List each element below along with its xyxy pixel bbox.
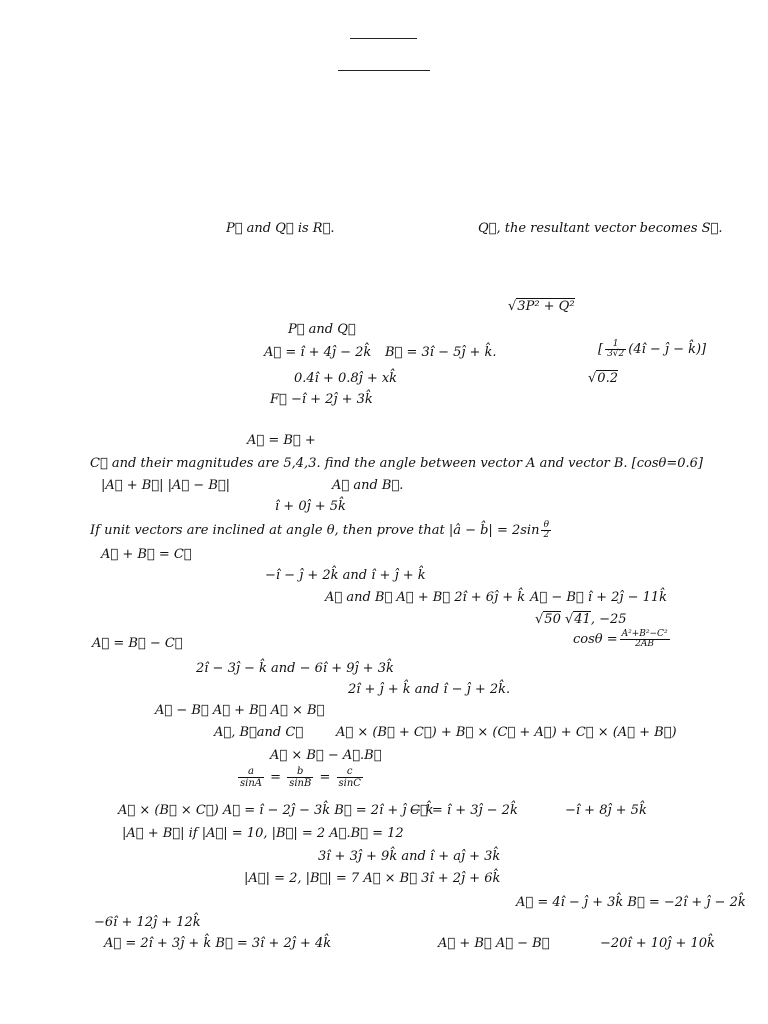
equals-sign: = [270,770,282,785]
text-line: B⃗ = 3î − 5ĵ + k̂. [385,345,497,360]
radicand: 3P² + Q² [517,299,575,314]
fraction [605,340,626,359]
radicand: 50 [544,612,561,627]
text-line: A⃗, B⃗and C⃗ [214,725,304,740]
fraction [620,630,670,649]
text-line: −î − ĵ + 2k̂ and î + ĵ + k̂ [265,568,426,583]
text-line: P⃗ and Q⃗ is R⃗. [226,221,335,236]
statement: If unit vectors are inclined at angle θ, then prove that |â − b̂| = 2sin [90,523,540,538]
text-line: −î + 8ĵ + 5k̂ [565,803,647,818]
text-line: A⃗ × (B⃗ × C⃗) A⃗ = î − 2ĵ − 3k̂ B⃗ = 2î + ĵ − k̂ [118,803,434,818]
text-line: A⃗ and B⃗. [332,478,404,493]
text-line: A⃗ = B⃗ − C⃗ [92,636,183,651]
radicand: 41 [574,612,591,627]
text-line: −20î + 10ĵ + 10k̂ [600,936,715,951]
text-line: A⃗ + B⃗ = C⃗ [101,547,192,562]
fraction [238,766,264,789]
text-line: A⃗ − B⃗ A⃗ + B⃗ A⃗ × B⃗ [155,703,325,718]
equals-sign: = [319,770,331,785]
denominator: 2AB [635,639,655,649]
text-line: |A⃗ + B⃗| if |A⃗| = 10, |B⃗| = 2 A⃗.B⃗ = 12 [122,826,404,841]
denominator: sinA [240,778,262,789]
numerator: a [238,766,264,778]
text-line: C⃗ and their magnitudes are 5,4,3. find the angle between vector A and vector B. [cosθ=0.6] [90,456,703,471]
text-line: P⃗ and Q⃗ [288,322,356,337]
text-line: Q⃗, the resultant vector becomes S⃗. [478,221,723,236]
text-line: F⃗ −î + 2ĵ + 3k̂ [270,392,373,407]
fraction [337,766,363,789]
text-line: A⃗ = î + 4ĵ − 2k̂ [264,345,372,360]
text-line: A⃗ and B⃗ A⃗ + B⃗ 2î + 6ĵ + k̂ [325,590,526,605]
radicand: 0.2 [597,371,618,386]
denominator: 3√2 [607,349,625,359]
text-line: A⃗ × (B⃗ + C⃗) + B⃗ × (C⃗ + A⃗) + C⃗ × (A⃗ + B⃗) [336,725,677,740]
answer-expression [598,340,706,359]
radical-expression: √3P² + Q² [508,299,575,314]
text-line: A⃗ = B⃗ + [247,433,316,448]
radical-expression: √0.2 [588,371,618,386]
sine-rule [236,766,365,789]
formula-lhs: cosθ = [573,632,618,647]
text-line: 2î − 3ĵ − k̂ and − 6î + 9ĵ + 3k̂ [196,661,394,676]
text-line: î + 0ĵ + 5k̂ [275,499,346,514]
numerator: θ [541,521,551,531]
bracket: [ [598,342,604,357]
text-line: A⃗ × B⃗ − A⃗.B⃗ [270,748,382,763]
fraction [287,766,313,789]
fraction [541,521,551,540]
numerator: 1 [605,340,626,350]
denominator: 2 [543,530,550,540]
numerator: A²+B²−C² [621,629,668,639]
header-rule-1 [350,38,417,39]
text-line: |A⃗ + B⃗| |A⃗ − B⃗| [101,478,231,493]
expression-tail: (4î − ĵ − k̂)] [628,342,707,357]
numerator: b [287,766,313,778]
text-line: |A⃗| = 2, |B⃗| = 7 A⃗ × B⃗ 3î + 2ĵ + 6k̂ [244,871,501,886]
header-rule-2 [338,70,430,71]
text-line: A⃗ + B⃗ A⃗ − B⃗ [438,936,550,951]
numerator: c [337,766,363,778]
text-line: 2î + ĵ + k̂ and î − ĵ + 2k̂. [348,682,511,697]
denominator: sinC [338,778,361,789]
denominator: sinB [289,778,312,789]
radical-expression: √50 √41, −25 [535,612,627,627]
formula [573,630,672,649]
text-line: A⃗ − B⃗ î + 2ĵ − 11k̂ [530,590,668,605]
text-line: C⃗ = î + 3ĵ − 2k̂ [410,803,518,818]
text-line: −6î + 12ĵ + 12k̂ [94,915,201,930]
text-line [90,521,553,540]
text-line: 0.4î + 0.8ĵ + xk̂ [294,371,398,386]
text-line: 3î + 3ĵ + 9k̂ and î + aĵ + 3k̂ [318,849,501,864]
text-line: A⃗ = 4î − ĵ + 3k̂ B⃗ = −2î + ĵ − 2k̂ [516,895,746,910]
expression-tail: , −25 [590,612,627,627]
text-line: A⃗ = 2î + 3ĵ + k̂ B⃗ = 3î + 2ĵ + 4k̂ [104,936,332,951]
